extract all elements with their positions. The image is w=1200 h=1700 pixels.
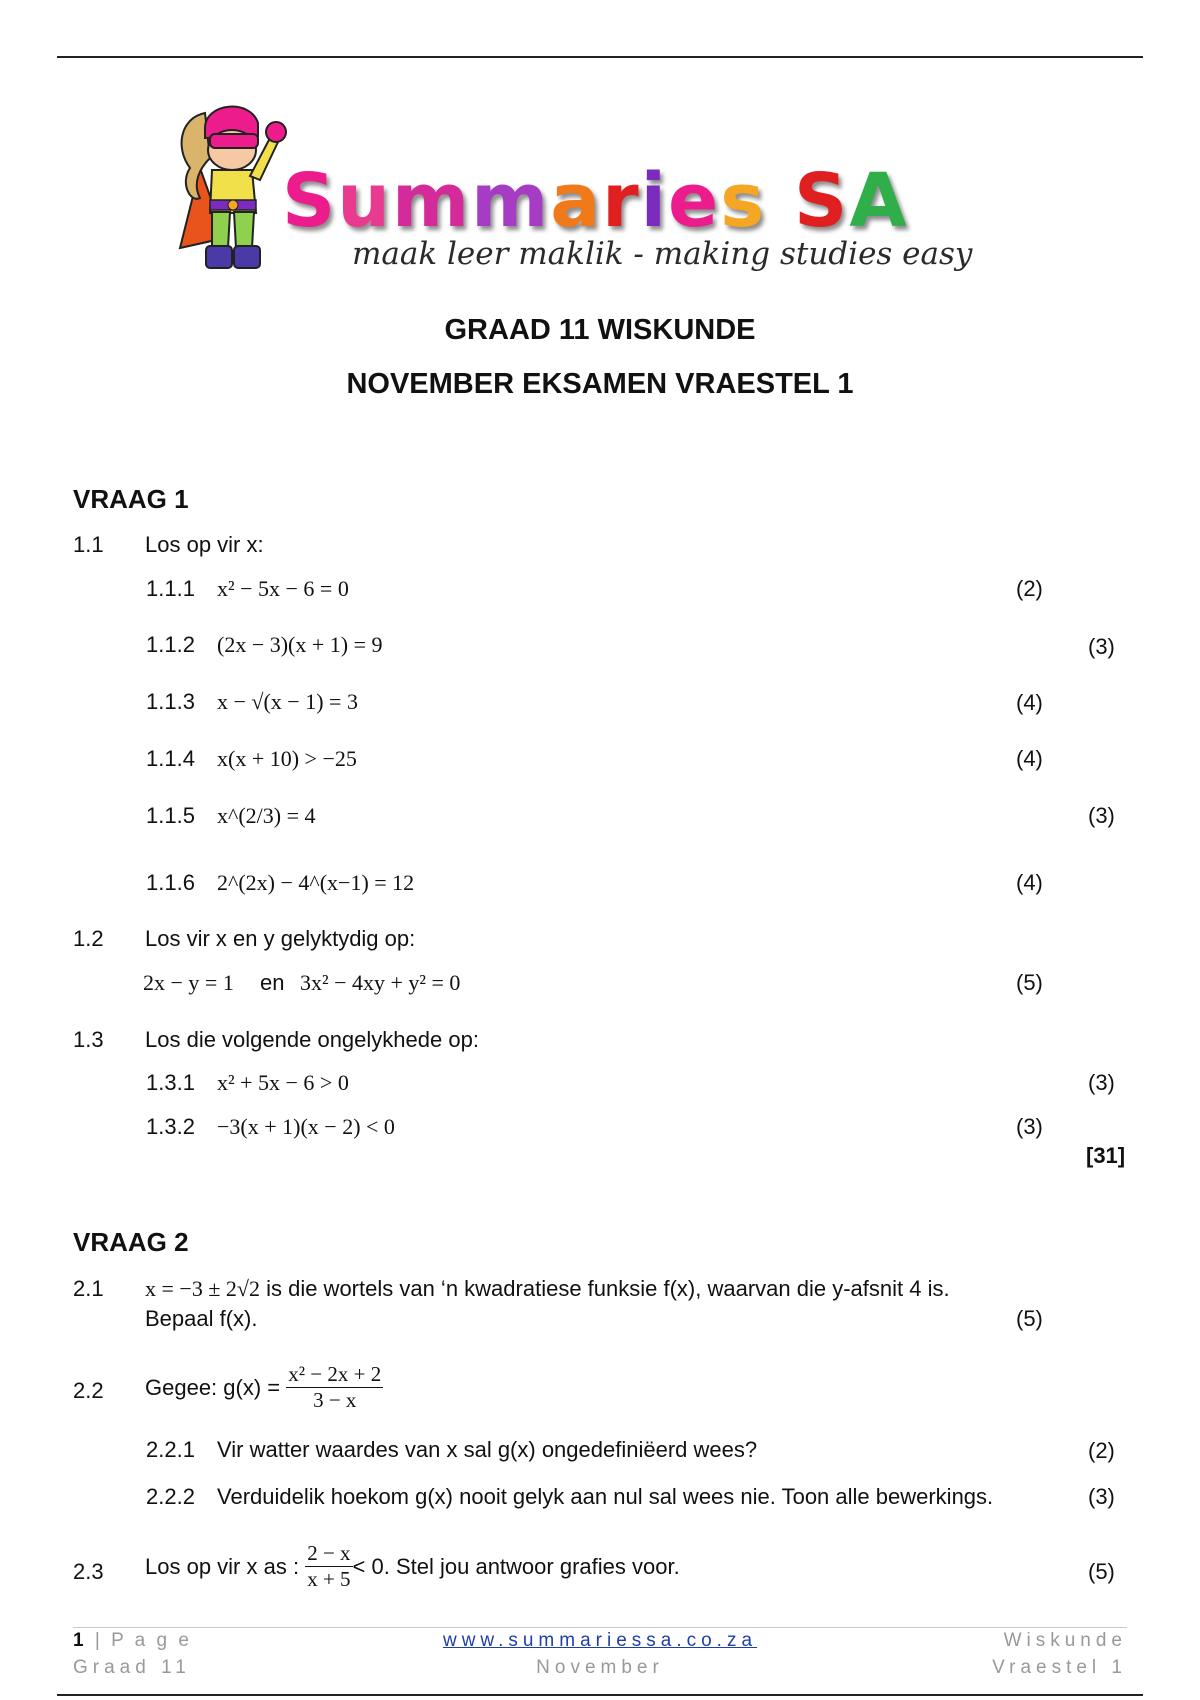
summaries-sa-logo — [170, 88, 1050, 288]
q2-3-label: Los op vir x as : — [145, 1553, 300, 1579]
footer-page-number: 1 — [73, 1630, 87, 1651]
q2-3-numerator: 2 − x — [307, 1541, 351, 1565]
footer-rule — [73, 1627, 1127, 1628]
q1-1-1-mark: (2) — [1016, 576, 1043, 601]
q1-1-5-number: 1.1.5 — [146, 803, 195, 828]
top-rule — [57, 56, 1143, 58]
q1-1-6-expression: 2^(2x) − 4^(x−1) = 12 — [217, 870, 415, 895]
q1-1-1-expression: x² − 5x − 6 = 0 — [217, 576, 349, 601]
page-title-line1: GRAAD 11 WISKUNDE — [444, 314, 756, 346]
q2-1-mark: (5) — [1016, 1306, 1043, 1331]
q1-1-4-expression: x(x + 10) > −25 — [217, 746, 357, 771]
q2-2-2-mark: (3) — [1088, 1484, 1115, 1509]
q1-3-2-number: 1.3.2 — [146, 1114, 195, 1139]
q1-2-number: 1.2 — [73, 926, 104, 951]
q2-2-2-text: Verduidelik hoekom g(x) nooit gelyk aan nul sal wees nie. Toon alle bewerkings. — [217, 1484, 994, 1509]
logo-tagline: maak leer maklik - making studies easy — [352, 236, 973, 272]
q2-3-denominator: x + 5 — [307, 1567, 351, 1591]
q1-3-1-mark: (3) — [1088, 1070, 1115, 1095]
q2-3-tail: < 0. Stel jou antwoor grafies voor. — [352, 1553, 680, 1579]
q1-2-mark: (5) — [1016, 970, 1043, 995]
footer-page-label: | P a g e — [94, 1630, 192, 1651]
q2-2-number: 2.2 — [73, 1378, 104, 1403]
q1-2-en: en — [260, 970, 285, 995]
footer-paper: Vraestel 1 — [992, 1657, 1127, 1678]
q1-2-expression-2: 3x² − 4xy + y² = 0 — [300, 970, 461, 995]
q1-1-1-number: 1.1.1 — [146, 576, 195, 601]
q2-1-number: 2.1 — [73, 1276, 104, 1301]
q1-1-2-mark: (3) — [1088, 634, 1115, 659]
q1-3-text: Los die volgende ongelykhede op: — [145, 1027, 479, 1052]
q1-3-2-expression: −3(x + 1)(x − 2) < 0 — [217, 1114, 395, 1139]
mascot-icon — [170, 88, 290, 288]
q2-2-numerator: x² − 2x + 2 — [288, 1362, 382, 1386]
q2-2-fraction — [286, 1362, 383, 1413]
footer-website-link[interactable]: www.summariessa.co.za — [442, 1630, 758, 1651]
q1-2-text: Los vir x en y gelyktydig op: — [145, 926, 416, 951]
q1-1-6-number: 1.1.6 — [146, 870, 195, 895]
q2-3-number: 2.3 — [73, 1559, 104, 1584]
q2-2-text — [145, 1362, 383, 1413]
q2-2-1-number: 2.2.1 — [146, 1437, 195, 1462]
q1-1-number: 1.1 — [73, 532, 104, 557]
question-2-heading: VRAAG 2 — [73, 1227, 189, 1257]
q1-3-1-number: 1.3.1 — [146, 1070, 195, 1095]
bottom-rule — [57, 1694, 1143, 1696]
footer-grade: Graad 11 — [73, 1657, 191, 1678]
q1-1-4-mark: (4) — [1016, 746, 1043, 771]
q1-1-4-number: 1.1.4 — [146, 746, 195, 771]
q2-2-1-mark: (2) — [1088, 1438, 1115, 1463]
q1-2-expression-1: 2x − y = 1 — [143, 970, 234, 995]
q1-1-text: Los op vir x: — [145, 532, 264, 557]
page-title-line2: NOVEMBER EKSAMEN VRAESTEL 1 — [346, 368, 854, 400]
q2-3-mark: (5) — [1088, 1559, 1115, 1584]
q1-1-2-expression: (2x − 3)(x + 1) = 9 — [217, 632, 383, 657]
q1-1-5-mark: (3) — [1088, 803, 1115, 828]
q2-1-roots-expression: x = −3 ± 2√2 — [145, 1276, 260, 1301]
footer-month: November — [536, 1657, 664, 1678]
q1-1-3-mark: (4) — [1016, 690, 1043, 715]
question-1-heading: VRAAG 1 — [73, 484, 189, 514]
q1-1-3-expression: x − √(x − 1) = 3 — [217, 689, 358, 714]
q1-1-5-expression: x^(2/3) = 4 — [217, 803, 316, 828]
q1-3-number: 1.3 — [73, 1027, 104, 1052]
q1-1-2-number: 1.1.2 — [146, 632, 195, 657]
q1-3-1-expression: x² + 5x − 6 > 0 — [217, 1070, 349, 1095]
question-1-total: [31] — [1086, 1143, 1126, 1168]
q2-2-denominator: 3 − x — [313, 1388, 357, 1412]
q2-1-statement: is die wortels van ‘n kwadratiese funksie f(x), waarvan die y-afsnit 4 is. — [259, 1276, 950, 1301]
q2-1-line2: Bepaal f(x). — [145, 1306, 258, 1331]
q2-2-2-number: 2.2.2 — [146, 1484, 195, 1509]
q2-2-label: Gegee: g(x) = — [145, 1374, 281, 1400]
q2-2-1-text: Vir watter waardes van x sal g(x) ongedefiniëerd wees? — [217, 1437, 758, 1462]
q2-3-text — [145, 1541, 680, 1592]
logo-wordmark: Summaries SA — [282, 158, 909, 244]
q1-1-6-mark: (4) — [1016, 870, 1043, 895]
q1-3-2-mark: (3) — [1016, 1114, 1043, 1139]
q2-1-text — [145, 1276, 950, 1302]
footer-subject: Wiskunde — [1003, 1630, 1127, 1651]
q2-3-fraction — [305, 1541, 352, 1592]
q1-1-3-number: 1.1.3 — [146, 689, 195, 714]
